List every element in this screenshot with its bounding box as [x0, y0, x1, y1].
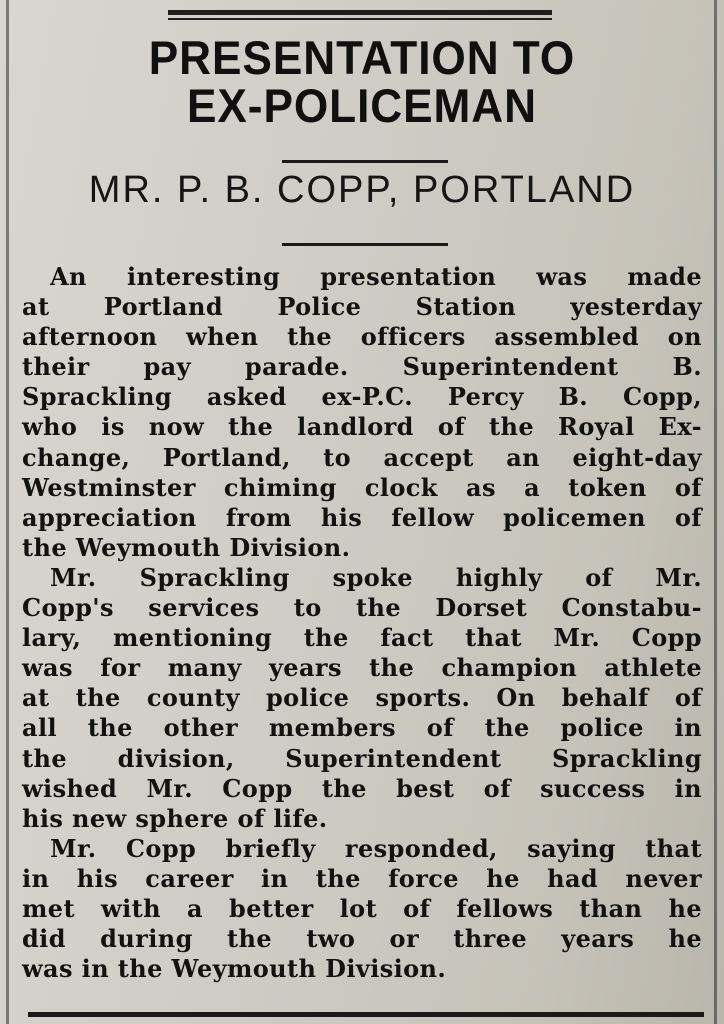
- article-line: Copp's services to the Dorset Constabu-: [22, 593, 702, 623]
- headline: [59, 31, 664, 132]
- article-line: was for many years the champion athlete: [22, 653, 702, 683]
- article-line: all the other members of the police in: [22, 713, 702, 743]
- article-line: in his career in the force he had never: [22, 863, 702, 893]
- article-line: their pay parade. Superintendent B.: [22, 352, 702, 382]
- article-line: Mr. Sprackling spoke highly of Mr.: [50, 562, 702, 592]
- article-line: An interesting presentation was made: [50, 262, 702, 291]
- paragraph-1: [22, 262, 702, 563]
- column-rule-left: [6, 0, 9, 1024]
- article-line: appreciation from his fellow policemen of: [22, 502, 702, 532]
- article-line: the division, Superintendent Sprackling: [22, 743, 702, 773]
- article-line: Mr. Copp briefly responded, saying that: [50, 833, 702, 863]
- subheadline-divider: [282, 243, 448, 246]
- article-line: change, Portland, to accept an eight-day: [22, 442, 702, 472]
- article-line: at the county police sports. On behalf of: [22, 683, 702, 713]
- subheadline: MR. P. B. COPP, PORTLAND: [88, 169, 636, 211]
- article-line: lary, mentioning the fact that Mr. Copp: [22, 623, 702, 653]
- bottom-rule: [28, 1012, 704, 1017]
- headline-line-2: EX-POLICEMAN: [186, 79, 538, 132]
- article-line: at Portland Police Station yesterday: [22, 292, 702, 322]
- article-line: the Weymouth Division.: [22, 532, 351, 562]
- article-line: did during the two or three years he: [22, 924, 702, 954]
- article-line: Sprackling asked ex-P.C. Percy B. Copp,: [22, 382, 702, 412]
- article-line: met with a better lot of fellows than he: [22, 893, 702, 923]
- top-rule-thin: [168, 18, 552, 20]
- article-line: afternoon when the officers assembled on: [22, 322, 702, 352]
- article-line: who is now the landlord of the Royal Ex-: [22, 412, 702, 442]
- article-line: his new sphere of life.: [22, 803, 328, 833]
- headline-line-1: PRESENTATION TO: [148, 31, 576, 84]
- article-line: wished Mr. Copp the best of success in: [22, 773, 702, 803]
- top-rule: [168, 10, 552, 15]
- article-line: Westminster chiming clock as a token of: [22, 472, 702, 502]
- article-line: was in the Weymouth Division.: [22, 954, 447, 984]
- column-rule-right: [714, 0, 717, 1024]
- article-body: [22, 262, 702, 984]
- paragraph-3: [22, 834, 702, 984]
- paragraph-2: [22, 563, 702, 834]
- headline-divider: [282, 160, 448, 163]
